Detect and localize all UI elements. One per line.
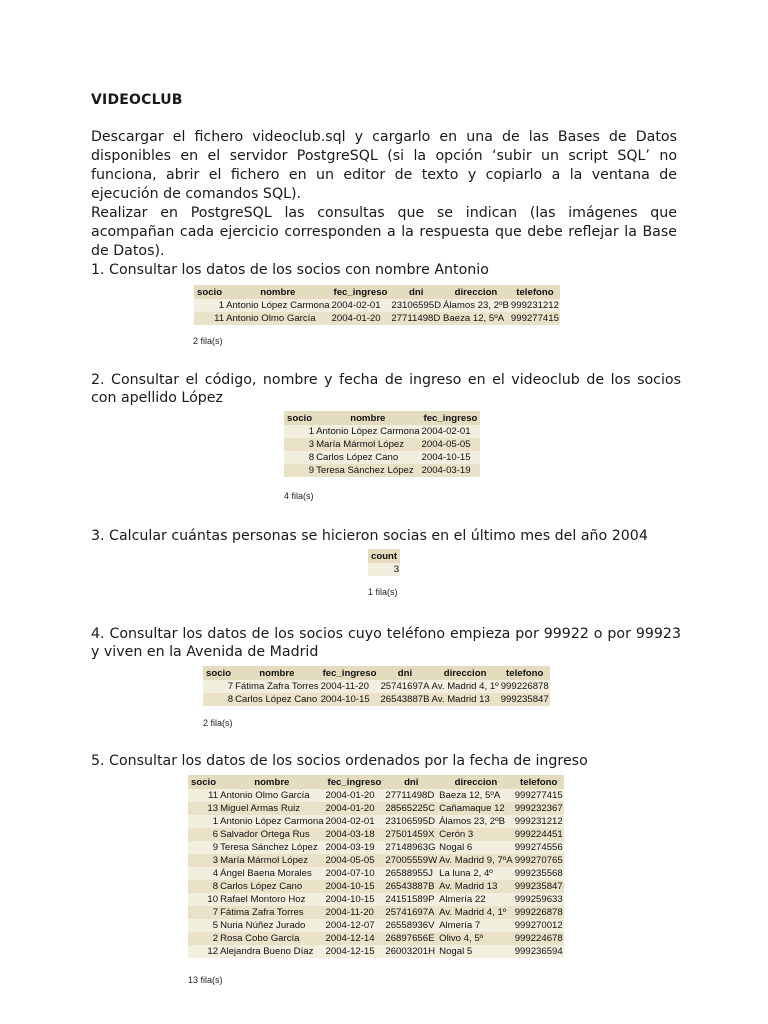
cell-fec-ingreso: 2004-01-20 xyxy=(325,789,385,802)
cell-nombre: Fátima Zafra Torres xyxy=(219,906,324,919)
cell-nombre: Rosa Cobo García xyxy=(219,932,324,945)
cell-telefono: 999231212 xyxy=(510,300,559,311)
cell-nombre: Antonio López Carmona xyxy=(220,816,324,827)
result-table-q1 xyxy=(194,285,560,325)
cell-direccion: Av. Madrid 9, 7ºA xyxy=(439,855,513,866)
cell-nombre: Alejandra Bueno Díaz xyxy=(219,945,324,958)
table-row xyxy=(284,451,480,464)
column-header-telefono: telefono xyxy=(500,666,550,680)
table-row xyxy=(284,438,480,451)
cell-fec-ingreso: 2004-03-18 xyxy=(325,828,385,841)
column-header-nombre: nombre xyxy=(315,411,420,425)
cell-dni: 26003201H xyxy=(384,945,438,958)
cell-telefono: 999236594 xyxy=(514,946,563,957)
cell-socio: 11 xyxy=(188,789,219,802)
row-count-q1: 2 fila(s) xyxy=(193,336,223,346)
cell-telefono: 999274556 xyxy=(514,842,563,853)
cell-telefono: 999270765 xyxy=(514,855,563,866)
cell-fec-ingreso: 2004-11-20 xyxy=(320,680,380,693)
column-header-nombre: nombre xyxy=(225,285,330,299)
cell-socio: 5 xyxy=(188,919,219,932)
table-row xyxy=(203,693,550,706)
cell-telefono: 999277415 xyxy=(510,313,559,324)
cell-dni: 28565225C xyxy=(384,802,438,815)
column-header-nombre: nombre xyxy=(219,775,324,789)
cell-fec-ingreso: 2004-03-19 xyxy=(421,464,481,477)
cell-telefono: 999270012 xyxy=(514,920,563,931)
cell-fec-ingreso: 2004-12-15 xyxy=(325,945,385,958)
table-row xyxy=(188,893,564,906)
column-header-fec-ingreso: fec_ingreso xyxy=(320,666,380,680)
cell-fec-ingreso: 2004-01-20 xyxy=(331,312,391,325)
table-row xyxy=(194,299,560,312)
cell-telefono: 999277415 xyxy=(514,790,563,801)
column-header-dni: dni xyxy=(384,775,438,789)
cell-nombre: Carlos López Cano xyxy=(219,880,324,893)
table-row xyxy=(188,815,564,828)
cell-socio: 8 xyxy=(284,451,315,464)
result-table-q5 xyxy=(188,775,564,958)
question-5-text: 5. Consultar los datos de los socios ordenados por la fecha de ingreso xyxy=(91,753,588,769)
intro-paragraph: Descargar el fichero videoclub.sql y cargarlo en una de las Bases de Datos disponibles en el servidor PostgreSQL (si la opción ‘subir un script SQL’ no funciona, abrir el fichero en un editor de texto y copiarlo a la ventana de ejecución de comandos SQL). xyxy=(91,129,677,202)
cell-direccion: Cerón 3 xyxy=(438,828,514,841)
cell-fec-ingreso: 2004-11-20 xyxy=(325,906,385,919)
document-title: VIDEOCLUB xyxy=(91,92,183,108)
cell-dni: 27148963G xyxy=(384,841,438,854)
cell-socio: 2 xyxy=(188,932,219,945)
column-header-direccion: direccion xyxy=(438,775,514,789)
column-header-telefono: telefono xyxy=(514,775,564,789)
result-table-q2 xyxy=(284,411,480,477)
cell-fec-ingreso: 2004-10-15 xyxy=(325,880,385,893)
table-row xyxy=(203,680,550,693)
cell-dni: 26588955J xyxy=(384,867,438,880)
cell-dni: 27711498D xyxy=(384,789,438,802)
cell-direccion: Av. Madrid 4, 1º xyxy=(438,906,514,919)
cell-telefono: 999235847 xyxy=(514,881,563,892)
table-row xyxy=(188,880,564,893)
cell-socio: 7 xyxy=(203,680,234,693)
cell-dni: 25741697A xyxy=(384,906,438,919)
question-3-text: 3. Calcular cuántas personas se hicieron socias en el último mes del año 2004 xyxy=(91,528,648,544)
table-header-row xyxy=(368,549,400,563)
table-row xyxy=(188,854,564,867)
cell-direccion: Cañamaque 12 xyxy=(438,802,514,815)
table-row xyxy=(188,906,564,919)
table-row xyxy=(188,828,564,841)
cell-telefono: 999259633 xyxy=(514,894,563,905)
cell-dni: 26543887B xyxy=(380,694,430,705)
column-header-fec-ingreso: fec_ingreso xyxy=(325,775,385,789)
cell-dni: 27501459X xyxy=(384,828,438,841)
cell-nombre: Antonio Olmo García xyxy=(219,789,324,802)
cell-dni: 26558936V xyxy=(384,919,438,932)
table-header-row xyxy=(284,411,480,425)
cell-socio: 4 xyxy=(188,867,219,880)
row-count-q5: 13 fila(s) xyxy=(188,975,223,985)
column-header-socio: socio xyxy=(203,666,234,680)
table-header-row xyxy=(203,666,550,680)
result-table-q3 xyxy=(368,549,400,576)
column-header-fec-ingreso: fec_ingreso xyxy=(331,285,391,299)
cell-socio: 3 xyxy=(188,854,219,867)
cell-dni: 24151589P xyxy=(384,893,438,906)
cell-socio: 6 xyxy=(188,828,219,841)
column-header-direccion: direccion xyxy=(431,666,500,680)
cell-telefono: 999224451 xyxy=(514,829,563,840)
cell-direccion: Baeza 12, 5ºA xyxy=(438,789,514,802)
table-row xyxy=(188,802,564,815)
cell-fec-ingreso: 2004-01-20 xyxy=(325,802,385,815)
cell-fec-ingreso: 2004-02-01 xyxy=(325,815,385,828)
cell-socio: 8 xyxy=(203,693,234,706)
column-header-socio: socio xyxy=(194,285,225,299)
cell-fec-ingreso: 2004-12-14 xyxy=(325,932,385,945)
column-header-socio: socio xyxy=(284,411,315,425)
cell-socio: 1 xyxy=(194,299,225,312)
table-row xyxy=(188,932,564,945)
table-row xyxy=(188,867,564,880)
cell-direccion: Av. Madrid 13 xyxy=(431,693,500,706)
column-header-dni: dni xyxy=(379,666,430,680)
cell-telefono: 999224678 xyxy=(514,933,563,944)
instructions-paragraph: Realizar en PostgreSQL las consultas que se indican (las imágenes que acompañan cada ejercicio corresponden a la respuesta que debe reflejar la Base de Datos). xyxy=(91,205,677,259)
column-header-fec-ingreso: fec_ingreso xyxy=(421,411,481,425)
table-row xyxy=(284,425,480,438)
question-2-text: 2. Consultar el código, nombre y fecha de ingreso en el videoclub de los socios con apellido López xyxy=(91,372,681,406)
table-header-row xyxy=(188,775,564,789)
cell-direccion: Av. Madrid 4, 1º xyxy=(431,681,499,692)
column-header-dni: dni xyxy=(390,285,442,299)
cell-direccion: Álamos 23, 2ºB xyxy=(443,300,509,311)
result-table-q4 xyxy=(203,666,550,706)
table-row xyxy=(188,841,564,854)
cell-direccion: La luna 2, 4º xyxy=(438,867,514,880)
cell-telefono: 999232367 xyxy=(514,803,563,814)
cell-fec-ingreso: 2004-07-10 xyxy=(325,867,385,880)
cell-socio: 13 xyxy=(188,802,219,815)
cell-dni: 23106595D xyxy=(384,815,438,828)
table-header-row xyxy=(194,285,560,299)
cell-fec-ingreso: 2004-05-05 xyxy=(325,854,385,867)
cell-nombre: Fátima Zafra Torres xyxy=(235,681,319,692)
row-count-q4: 2 fila(s) xyxy=(203,718,233,728)
cell-direccion: Baeza 12, 5ºA xyxy=(442,312,510,325)
row-count-q3: 1 fila(s) xyxy=(368,587,398,597)
cell-dni: 26543887B xyxy=(384,880,438,893)
cell-direccion: Nogal 6 xyxy=(438,841,514,854)
cell-socio: 9 xyxy=(188,841,219,854)
cell-dni: 26897656E xyxy=(384,932,438,945)
cell-nombre: Antonio Olmo García xyxy=(225,312,330,325)
cell-socio: 1 xyxy=(284,425,315,438)
column-header-telefono: telefono xyxy=(510,285,560,299)
cell-dni: 27711498D xyxy=(391,313,441,324)
cell-nombre: Miguel Armas Ruiz xyxy=(219,802,324,815)
column-header-socio: socio xyxy=(188,775,219,789)
table-row xyxy=(188,945,564,958)
table-row xyxy=(284,464,480,477)
cell-nombre: Salvador Ortega Rus xyxy=(219,828,324,841)
cell-socio: 9 xyxy=(284,464,315,477)
cell-dni: 23106595D xyxy=(391,300,442,311)
cell-socio: 10 xyxy=(188,893,219,906)
cell-telefono: 999226878 xyxy=(500,681,549,692)
column-header-nombre: nombre xyxy=(234,666,320,680)
cell-dni: 25741697A xyxy=(380,681,430,692)
question-1-text: 1. Consultar los datos de los socios con nombre Antonio xyxy=(91,262,489,278)
cell-direccion: Nogal 5 xyxy=(438,945,514,958)
cell-telefono: 999226878 xyxy=(514,907,563,918)
cell-telefono: 999235568 xyxy=(514,868,563,879)
cell-socio: 3 xyxy=(284,438,315,451)
cell-fec-ingreso: 2004-05-05 xyxy=(421,438,481,451)
column-header-direccion: direccion xyxy=(442,285,510,299)
table-row xyxy=(188,789,564,802)
cell-fec-ingreso: 2004-03-19 xyxy=(325,841,385,854)
cell-fec-ingreso: 2004-02-01 xyxy=(331,299,391,312)
cell-nombre: Teresa Sánchez López xyxy=(315,464,420,477)
question-4-text: 4. Consultar los datos de los socios cuyo teléfono empieza por 99922 o por 99923 y viven en la Avenida de Madrid xyxy=(91,626,681,660)
cell-socio: 1 xyxy=(188,815,219,828)
cell-telefono: 999231212 xyxy=(514,816,563,827)
table-row xyxy=(368,563,400,576)
cell-nombre: Rafael Montoro Hoz xyxy=(219,893,324,906)
cell-socio: 12 xyxy=(188,945,219,958)
cell-socio: 7 xyxy=(188,906,219,919)
cell-direccion: Olivo 4, 5º xyxy=(438,932,514,945)
cell-direccion: Almería 22 xyxy=(438,893,514,906)
cell-direccion: Almería 7 xyxy=(438,919,514,932)
cell-nombre: Carlos López Cano xyxy=(315,451,420,464)
cell-fec-ingreso: 2004-12-07 xyxy=(325,919,385,932)
row-count-q2: 4 fila(s) xyxy=(284,491,314,501)
cell-fec-ingreso: 2004-10-15 xyxy=(320,693,380,706)
cell-dni: 27005559W xyxy=(385,855,438,866)
cell-nombre: Antonio López Carmona xyxy=(226,300,330,311)
cell-fec-ingreso: 2004-02-01 xyxy=(421,425,481,438)
column-header-count: count xyxy=(368,549,400,563)
cell-nombre: Teresa Sánchez López xyxy=(219,841,324,854)
cell-nombre: María Mármol López xyxy=(315,438,420,451)
cell-nombre: Nuria Núñez Jurado xyxy=(219,919,324,932)
cell-fec-ingreso: 2004-10-15 xyxy=(421,451,481,464)
cell-nombre: María Mármol López xyxy=(219,854,324,867)
cell-socio: 8 xyxy=(188,880,219,893)
table-row xyxy=(194,312,560,325)
cell-direccion: Álamos 23, 2ºB xyxy=(438,815,514,828)
table-row xyxy=(188,919,564,932)
cell-nombre: Ángel Baena Morales xyxy=(219,867,324,880)
cell-telefono: 999235847 xyxy=(500,694,549,705)
cell-fec-ingreso: 2004-10-15 xyxy=(325,893,385,906)
cell-nombre: Antonio López Carmona xyxy=(316,426,420,437)
cell-nombre: Carlos López Cano xyxy=(234,693,320,706)
cell-count: 3 xyxy=(368,563,400,576)
cell-socio: 11 xyxy=(194,312,225,325)
cell-direccion: Av. Madrid 13 xyxy=(438,880,514,893)
